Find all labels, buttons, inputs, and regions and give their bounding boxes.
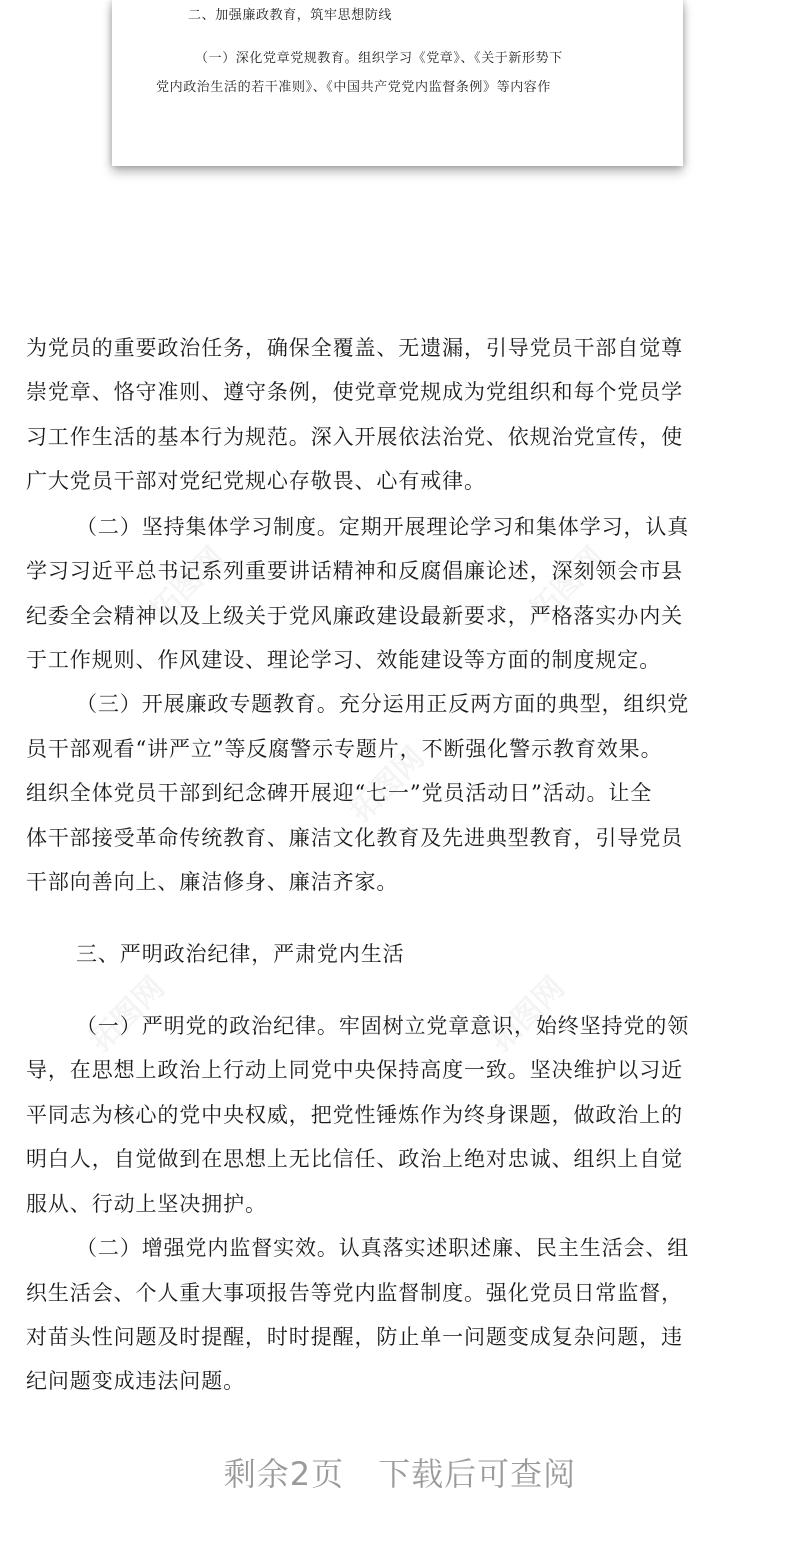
watermark: 拓图网 (483, 970, 572, 1059)
watermark: 拓图网 (523, 540, 612, 629)
remaining-pages-prompt[interactable] (0, 1452, 800, 1496)
paragraph-line: 平同志为核心的党中央权威，把党性锤炼作为终身课题，做政治上的 (26, 1103, 683, 1127)
preview-paragraph-line: 党内政治生活的若干准则》、《中国共产党党内监督条例》等内容作 (156, 80, 552, 95)
paragraph-line: 体干部接受革命传统教育、廉洁文化教育及先进典型教育，引导党员 (26, 826, 683, 850)
watermark: 拓图网 (83, 970, 172, 1059)
paragraph-line: 纪问题变成违法问题。 (26, 1369, 245, 1393)
paragraph-line: 员干部观看“讲严立”等反腐警示专题片，不断强化警示教育效果。 (26, 737, 663, 761)
paragraph-line: 服从、行动上坚决拥护。 (26, 1192, 267, 1216)
paragraph-line: 为党员的重要政治任务，确保全覆盖、无遗漏，引导党员干部自觉尊 (26, 336, 683, 360)
paragraph-line: （一）严明党的政治纪律。牢固树立党章意识，始终坚持党的领 (76, 1014, 690, 1038)
paragraph-line: 崇党章、恪守准则、遵守条例，使党章党规成为党组织和每个党员学 (26, 380, 683, 404)
paragraph-line: 习工作生活的基本行为规范。深入开展依法治党、依规治党宣传，使 (26, 425, 683, 449)
paragraph-line: 广大党员干部对党纪党规心存敬畏、心有戒律。 (26, 469, 486, 493)
download-to-read-label: 下载后可查阅 (378, 1455, 577, 1493)
remaining-pages-label: 剩余2页 (223, 1455, 345, 1493)
paragraph-line: （三）开展廉政专题教育。充分运用正反两方面的典型，组织党 (76, 692, 690, 716)
paragraph-line: （二）坚持集体学习制度。定期开展理论学习和集体学习，认真 (76, 515, 690, 539)
paragraph-line: 于工作规则、作风建设、理论学习、效能建设等方面的制度规定。 (26, 648, 662, 672)
paragraph-line: 导，在思想上政治上行动上同党中央保持高度一致。坚决维护以习近 (26, 1058, 683, 1082)
paragraph-line: 纪委全会精神以及上级关于党风廉政建设最新要求，严格落实办内关 (26, 604, 683, 628)
paragraph-line: （二）增强党内监督实效。认真落实述职述廉、民主生活会、组 (76, 1236, 690, 1260)
paragraph-line: 对苗头性问题及时提醒，时时提醒，防止单一问题变成复杂问题，违 (26, 1325, 683, 1349)
document-preview-card (112, 0, 683, 166)
paragraph-line: 织生活会、个人重大事项报告等党内监督制度。强化党员日常监督， (26, 1281, 683, 1305)
paragraph-line: 明白人，自觉做到在思想上无比信任、政治上绝对忠诚、组织上自觉 (26, 1147, 683, 1171)
paragraph-line: 组织全体党员干部到纪念碑开展迎“七一”党员活动日”活动。让全 (26, 781, 653, 805)
preview-paragraph-line: （一）深化党章党规教育。组织学习《党章》、《关于新形势下 (195, 51, 563, 66)
paragraph-line: 干部向善向上、廉洁修身、廉洁齐家。 (26, 870, 399, 894)
watermark: 拓图网 (343, 740, 432, 829)
watermark: 拓图网 (143, 540, 232, 629)
paragraph-line: 学习习近平总书记系列重要讲话精神和反腐倡廉论述，深刻领会市县 (26, 559, 683, 583)
section-heading: 三、严明政治纪律，严肃党内生活 (76, 942, 405, 966)
preview-section-heading: 二、加强廉政教育，筑牢思想防线 (188, 8, 393, 23)
